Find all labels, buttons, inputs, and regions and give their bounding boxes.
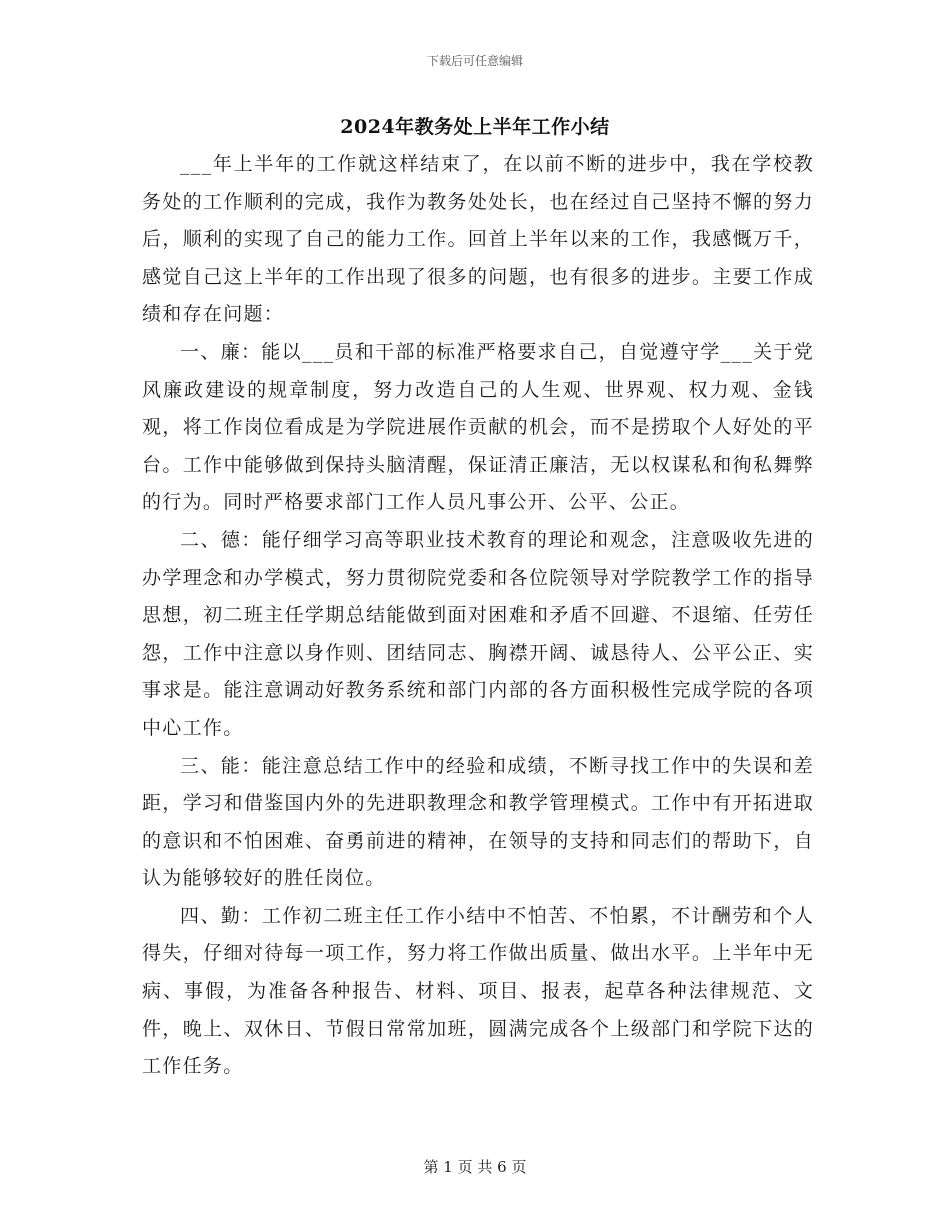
paragraph-intro: ___年上半年的工作就这样结束了，在以前不断的进步中，我在学校教务处的工作顺利的完成，我作为教务处处长，也在经过自己坚持不懈的努力后，顺利的实现了自己的能力工作。回首上半年以来的工作，我感慨万千，感觉自己这上半年的工作出现了很多的问题，也有很多的进步。主要工作成绩和存在问题： — [142, 153, 814, 326]
paragraph-ability: 三、能：能注意总结工作中的经验和成绩，不断寻找工作中的失误和差距，学习和借鉴国内外的先进职教理念和教学管理模式。工作中有开拓进取的意识和不怕困难、奋勇前进的精神，在领导的支持和同志们的帮助下，自认为能够较好的胜任岗位。 — [142, 754, 814, 890]
paragraph-morality: 二、德：能仔细学习高等职业技术教育的理论和观念，注意吸收先进的办学理念和办学模式，努力贯彻院党委和各位院领导对学院教学工作的指导思想，初二班主任学期总结能做到面对困难和矛盾不回避、不退缩、任劳任怨，工作中注意以身作则、团结同志、胸襟开阔、诚恳待人、公平公正、实事求是。能注意调动好教务系统和部门内部的各方面积极性完成学院的各项中心工作。 — [142, 528, 814, 739]
document-body — [142, 146, 814, 1086]
page-number: 第 1 页 共 6 页 — [423, 1158, 527, 1176]
paragraph-diligence: 四、勤：工作初二班主任工作小结中不怕苦、不怕累，不计酬劳和个人得失，仔细对待每一项工作，努力将工作做出质量、做出水平。上半年中无病、事假，为准备各种报告、材料、项目、报表，起草各种法律规范、文件，晚上、双休日、节假日常常加班，圆满完成各个上级部门和学院下达的工作任务。 — [142, 904, 814, 1078]
paragraph-integrity: 一、廉：能以___员和干部的标准严格要求自己，自觉遵守学___关于党风廉政建设的规章制度，努力改造自己的人生观、世界观、权力观、金钱观，将工作岗位看成是为学院进展作贡献的机会，而不是捞取个人好处的平台。工作中能够做到保持头脑清醒，保证清正廉洁，无以权谋私和徇私舞弊的行为。同时严格要求部门工作人员凡事公开、公平、公正。 — [142, 340, 814, 514]
document-title: 2024年教务处上半年工作小结 — [340, 116, 610, 138]
page-header-note: 下载后可任意编辑 — [426, 54, 523, 68]
